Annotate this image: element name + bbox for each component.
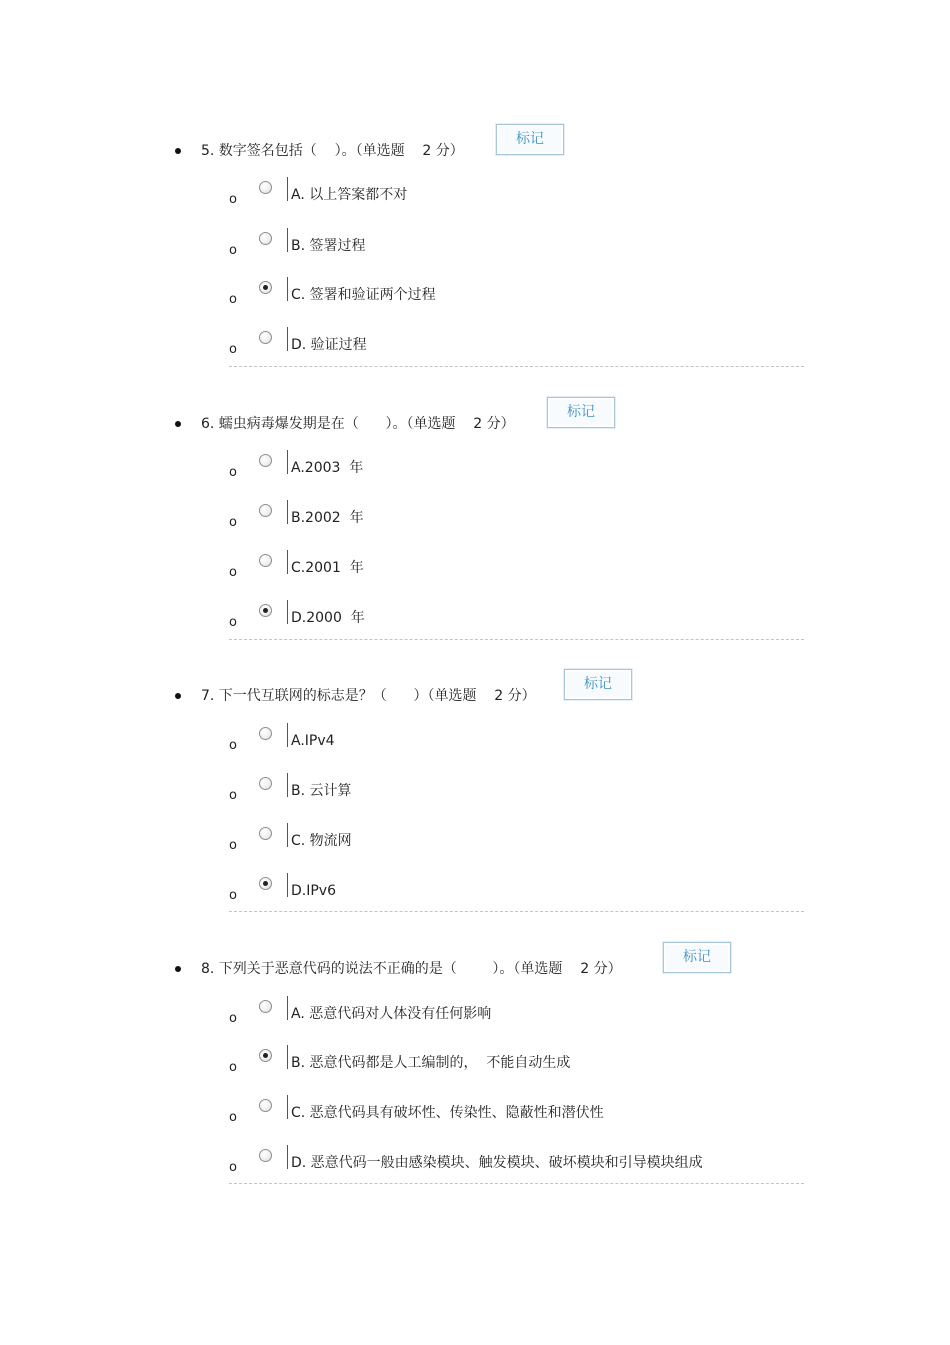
- mark-button[interactable]: 标记: [564, 669, 632, 700]
- option-label: B.2002 年: [291, 510, 364, 526]
- option-label: D.IPv6: [291, 883, 336, 899]
- option-label: B. 签署过程: [291, 238, 366, 254]
- option-divider: [287, 996, 288, 1020]
- option-a[interactable]: [0, 1000, 950, 1030]
- option-label: C. 物流网: [291, 833, 352, 849]
- question-6: [0, 397, 950, 647]
- option-divider: [287, 177, 288, 201]
- radio-button[interactable]: [259, 604, 272, 617]
- option-divider: [287, 1095, 288, 1119]
- option-bullet: o: [229, 738, 237, 753]
- option-d[interactable]: [0, 877, 950, 907]
- radio-button[interactable]: [259, 181, 272, 194]
- option-a[interactable]: [0, 727, 950, 757]
- option-bullet: o: [229, 515, 237, 530]
- radio-button[interactable]: [259, 777, 272, 790]
- radio-button[interactable]: [259, 877, 272, 890]
- option-divider: [287, 823, 288, 847]
- radio-button[interactable]: [259, 1000, 272, 1013]
- option-label: C. 签署和验证两个过程: [291, 287, 436, 303]
- radio-button[interactable]: [259, 554, 272, 567]
- question-divider: [229, 911, 804, 912]
- option-label: A. 恶意代码对人体没有任何影响: [291, 1006, 492, 1022]
- question-text: 6. 蠕虫病毒爆发期是在（ ）。（单选题 2 分）: [201, 416, 515, 432]
- question-text: 7. 下一代互联网的标志是？（ ）（单选题 2 分）: [201, 688, 536, 704]
- option-bullet: o: [229, 465, 237, 480]
- option-label: A.IPv4: [291, 733, 335, 749]
- option-bullet: o: [229, 192, 237, 207]
- option-d[interactable]: [0, 331, 950, 361]
- mark-button[interactable]: 标记: [663, 942, 731, 973]
- option-bullet: o: [229, 1160, 237, 1175]
- option-divider: [287, 1045, 288, 1069]
- option-label: A.2003 年: [291, 460, 364, 476]
- question-5: [0, 124, 950, 374]
- option-label: C.2001 年: [291, 560, 364, 576]
- mark-button[interactable]: 标记: [496, 124, 564, 155]
- option-b[interactable]: [0, 1049, 950, 1079]
- option-divider: [287, 450, 288, 474]
- option-bullet: o: [229, 1060, 237, 1075]
- option-c[interactable]: [0, 1099, 950, 1129]
- option-a[interactable]: [0, 181, 950, 211]
- question-8: [0, 942, 950, 1192]
- option-bullet: o: [229, 565, 237, 580]
- option-divider: [287, 228, 288, 252]
- option-label: B. 恶意代码都是人工编制的， 不能自动生成: [291, 1055, 571, 1071]
- option-bullet: o: [229, 292, 237, 307]
- option-bullet: o: [229, 243, 237, 258]
- radio-button[interactable]: [259, 1049, 272, 1062]
- option-bullet: o: [229, 888, 237, 903]
- question-bullet: [175, 421, 181, 427]
- option-divider: [287, 600, 288, 624]
- mark-button[interactable]: 标记: [547, 397, 615, 428]
- question-bullet: [175, 148, 181, 154]
- option-bullet: o: [229, 788, 237, 803]
- option-b[interactable]: [0, 232, 950, 262]
- option-divider: [287, 1145, 288, 1169]
- option-bullet: o: [229, 1011, 237, 1026]
- option-divider: [287, 723, 288, 747]
- option-b[interactable]: [0, 777, 950, 807]
- option-label: D.2000 年: [291, 610, 365, 626]
- option-divider: [287, 327, 288, 351]
- option-bullet: o: [229, 342, 237, 357]
- option-label: C. 恶意代码具有破坏性、传染性、隐蔽性和潜伏性: [291, 1105, 604, 1121]
- question-7: [0, 669, 950, 919]
- option-divider: [287, 500, 288, 524]
- option-c[interactable]: [0, 827, 950, 857]
- radio-button[interactable]: [259, 1099, 272, 1112]
- radio-button[interactable]: [259, 454, 272, 467]
- radio-button[interactable]: [259, 504, 272, 517]
- option-bullet: o: [229, 615, 237, 630]
- radio-button[interactable]: [259, 331, 272, 344]
- option-c[interactable]: [0, 281, 950, 311]
- option-label: B. 云计算: [291, 783, 352, 799]
- option-c[interactable]: [0, 554, 950, 584]
- question-text: 5. 数字签名包括（ ）。（单选题 2 分）: [201, 143, 464, 159]
- question-divider: [229, 639, 804, 640]
- option-d[interactable]: [0, 604, 950, 634]
- question-divider: [229, 366, 804, 367]
- option-divider: [287, 873, 288, 897]
- question-bullet: [175, 693, 181, 699]
- radio-button[interactable]: [259, 281, 272, 294]
- option-b[interactable]: [0, 504, 950, 534]
- option-a[interactable]: [0, 454, 950, 484]
- option-bullet: o: [229, 838, 237, 853]
- radio-button[interactable]: [259, 827, 272, 840]
- question-divider: [229, 1183, 804, 1184]
- option-divider: [287, 277, 288, 301]
- question-bullet: [175, 966, 181, 972]
- question-text: 8. 下列关于恶意代码的说法不正确的是（ ）。（单选题 2 分）: [201, 961, 622, 977]
- option-divider: [287, 550, 288, 574]
- radio-button[interactable]: [259, 1149, 272, 1162]
- radio-button[interactable]: [259, 727, 272, 740]
- option-d[interactable]: [0, 1149, 950, 1179]
- option-bullet: o: [229, 1110, 237, 1125]
- option-divider: [287, 773, 288, 797]
- option-label: D. 验证过程: [291, 337, 367, 353]
- option-label: A. 以上答案都不对: [291, 187, 408, 203]
- option-label: D. 恶意代码一般由感染模块、触发模块、破坏模块和引导模块组成: [291, 1155, 703, 1171]
- radio-button[interactable]: [259, 232, 272, 245]
